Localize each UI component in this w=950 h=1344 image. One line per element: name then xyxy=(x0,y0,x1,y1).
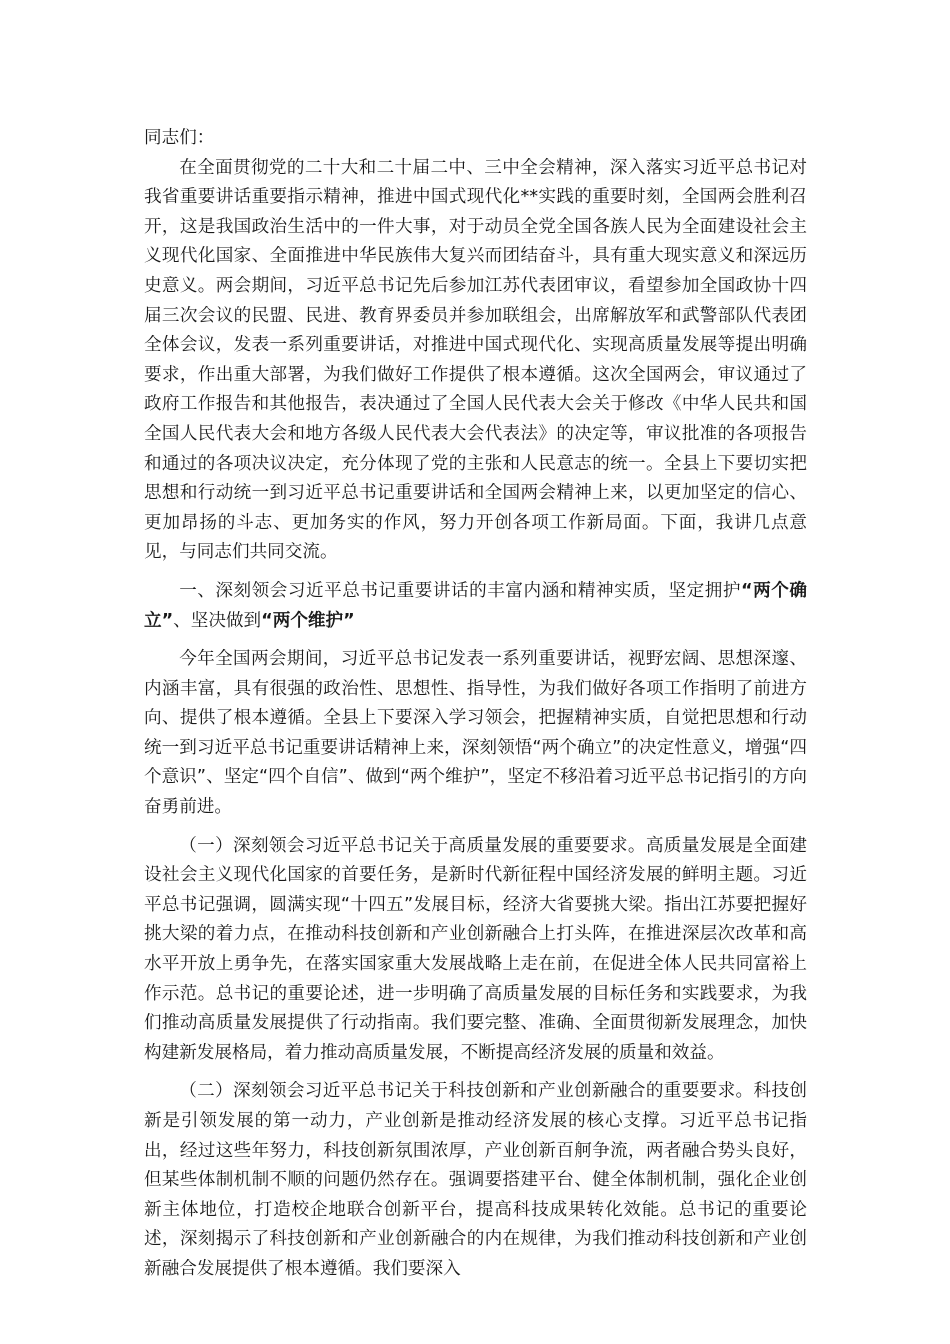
section-1-heading-middle: 、坚决做到 xyxy=(173,610,262,631)
subsection-1-paragraph: （一）深刻领会习近平总书记关于高质量发展的重要要求。高质量发展是全面建设社会主义现代化国家的首要任务，是新时代新征程中国经济发展的鲜明主题。习近平总书记强调，圆满实现“十四五”发展目标，经济大省要挑大梁。指出江苏要把握好挑大梁的着力点，在推动科技创新和产业创新融合上打头阵，在推进深层次改革和高水平开放上勇争先，在落实国家重大发展战略上走在前，在促进全体人民共同富裕上作示范。总书记的重要论述，进一步明确了高质量发展的目标任务和实践要求，为我们推动高质量发展提供了行动指南。我们要完整、准确、全面贯彻新发展理念，加快构建新发展格局，着力推动高质量发展，不断提高经济发展的质量和效益。 xyxy=(144,835,807,1063)
salutation: 同志们： xyxy=(144,128,215,148)
subsection-2-paragraph: （二）深刻领会习近平总书记关于科技创新和产业创新融合的重要要求。科技创新是引领发展的第一动力，产业创新是推动经济发展的核心支撑。习近平总书记指出，经过这些年努力，科技创新氛围浓厚，产业创新百舸争流，两者融合势头良好，但某些体制机制不顺的问题仍然存在。强调要搭建平台、健全体制机制，强化企业创新主体地位，打造校企地联合创新平台，提高科技成果转化效能。总书记的重要论述，深刻揭示了科技创新和产业创新融合的内在规律，为我们推动科技创新和产业创新融合发展提供了根本遵循。我们要深入 xyxy=(144,1081,807,1279)
section-1-heading-quote-2: “两个维护” xyxy=(261,610,355,631)
document-body xyxy=(144,124,807,1285)
section-1-heading-text: 一、深刻领会习近平总书记重要讲话的丰富内涵和精神实质，坚定拥护 xyxy=(179,580,742,601)
section-1-paragraph: 今年全国两会期间，习近平总书记发表一系列重要讲话，视野宏阔、思想深邃、内涵丰富，具有很强的政治性、思想性、指导性，为我们做好各项工作指明了前进方向、提供了根本遵循。全县上下要深入学习领会，把握精神实质，自觉把思想和行动统一到习近平总书记重要讲话精神上来，深刻领悟“两个确立”的决定性意义，增强“四个意识”、坚定“四个自信”、做到“两个维护”，坚定不移沿着习近平总书记指引的方向奋勇前进。 xyxy=(144,649,807,818)
section-1-heading xyxy=(144,577,807,636)
intro-paragraph: 在全面贯彻党的二十大和二十届二中、三中全会精神，深入落实习近平总书记对我省重要讲话重要指示精神，推进中国式现代化**实践的重要时刻，全国两会胜利召开，这是我国政治生活中的一件大事，对于动员全党全国各族人民为全面建设社会主义现代化国家、全面推进中华民族伟大复兴而团结奋斗，具有重大现实意义和深远历史意义。两会期间，习近平总书记先后参加江苏代表团审议，看望参加全国政协十四届三次会议的民盟、民进、教育界委员并参加联组会，出席解放军和武警部队代表团全体会议，发表一系列重要讲话，对推进中国式现代化、实现高质量发展等提出明确要求，作出重大部署，为我们做好工作提供了根本遵循。这次全国两会，审议通过了政府工作报告和其他报告，表决通过了全国人民代表大会关于修改《中华人民共和国全国人民代表大会和地方各级人民代表大会代表法》的决定等，审议批准的各项报告和通过的各项决议决定，充分体现了党的主张和人民意志的统一。全县上下要切实把思想和行动统一到习近平总书记重要讲话和全国两会精神上来，以更加坚定的信心、更加昂扬的斗志、更加务实的作风，努力开创各项工作新局面。下面，我讲几点意见，与同志们共同交流。 xyxy=(144,157,807,563)
section-1-heading-quote-1: “两个确立” xyxy=(144,580,807,631)
